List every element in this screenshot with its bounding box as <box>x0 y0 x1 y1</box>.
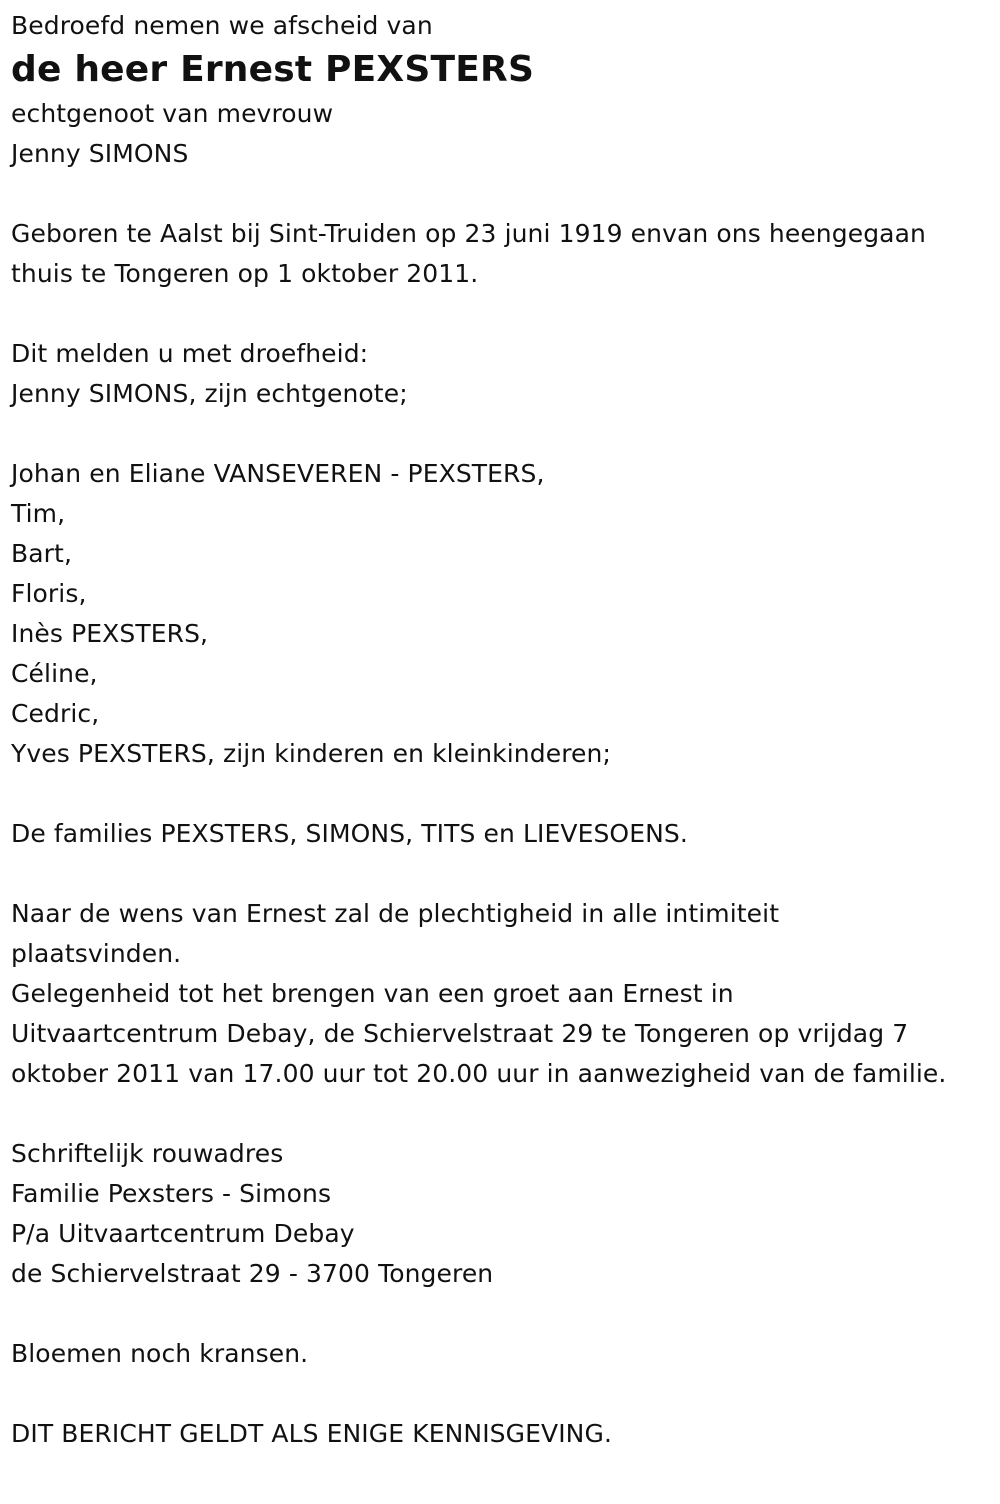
spouse-line-1: echtgenoot van mevrouw <box>11 99 334 128</box>
deceased-name-heading: de heer Ernest PEXSTERS <box>11 49 535 90</box>
mourner-line: Céline, <box>11 659 98 688</box>
ceremony-line: Gelegenheid tot het brengen van een groet aan Ernest in <box>11 979 734 1008</box>
announcement-intro: Dit melden u met droefheid: <box>11 339 369 368</box>
mourner-line: Cedric, <box>11 699 100 728</box>
mourner-line: Floris, <box>11 579 87 608</box>
ceremony-line: oktober 2011 van 17.00 uur tot 20.00 uur in aanwezigheid van de familie. <box>11 1059 947 1088</box>
mourner-line: Yves PEXSTERS, zijn kinderen en kleinkinderen; <box>11 739 611 768</box>
death-notice <box>11 0 991 1454</box>
spacer <box>11 414 991 454</box>
spouse-mourner: Jenny SIMONS, zijn echtgenote; <box>11 379 408 408</box>
mourner-line: Tim, <box>11 499 66 528</box>
spouse-line-2: Jenny SIMONS <box>11 139 189 168</box>
ceremony-line: Naar de wens van Ernest zal de plechtigheid in alle intimiteit <box>11 899 780 928</box>
children-list <box>11 454 991 774</box>
intro-text: Bedroefd nemen we afscheid van <box>11 11 433 40</box>
spacer <box>11 1374 991 1414</box>
spacer <box>11 774 991 814</box>
ceremony-line: plaatsvinden. <box>11 939 182 968</box>
spacer <box>11 174 991 214</box>
ceremony-line: Uitvaartcentrum Debay, de Schiervelstraat 29 te Tongeren op vrijdag 7 <box>11 1019 909 1048</box>
address-line: de Schiervelstraat 29 - 3700 Tongeren <box>11 1259 494 1288</box>
spacer <box>11 294 991 334</box>
mourner-line: Johan en Eliane VANSEVEREN - PEXSTERS, <box>11 459 545 488</box>
mourning-address <box>11 1134 991 1294</box>
families-line: De families PEXSTERS, SIMONS, TITS en LIEVESOENS. <box>11 819 688 848</box>
ceremony-paragraph <box>11 894 991 1094</box>
address-line: P/a Uitvaartcentrum Debay <box>11 1219 355 1248</box>
spacer <box>11 1294 991 1334</box>
mourner-line: Inès PEXSTERS, <box>11 619 209 648</box>
spacer <box>11 854 991 894</box>
flowers-note: Bloemen noch kransen. <box>11 1339 309 1368</box>
birth-line-2: thuis te Tongeren op 1 oktober 2011. <box>11 259 479 288</box>
mourner-line: Bart, <box>11 539 72 568</box>
address-line: Schriftelijk rouwadres <box>11 1139 284 1168</box>
address-line: Familie Pexsters - Simons <box>11 1179 332 1208</box>
closing-statement: DIT BERICHT GELDT ALS ENIGE KENNISGEVING. <box>11 1419 612 1448</box>
spacer <box>11 1094 991 1134</box>
birth-line-1: Geboren te Aalst bij Sint-Truiden op 23 juni 1919 envan ons heengegaan <box>11 219 926 248</box>
